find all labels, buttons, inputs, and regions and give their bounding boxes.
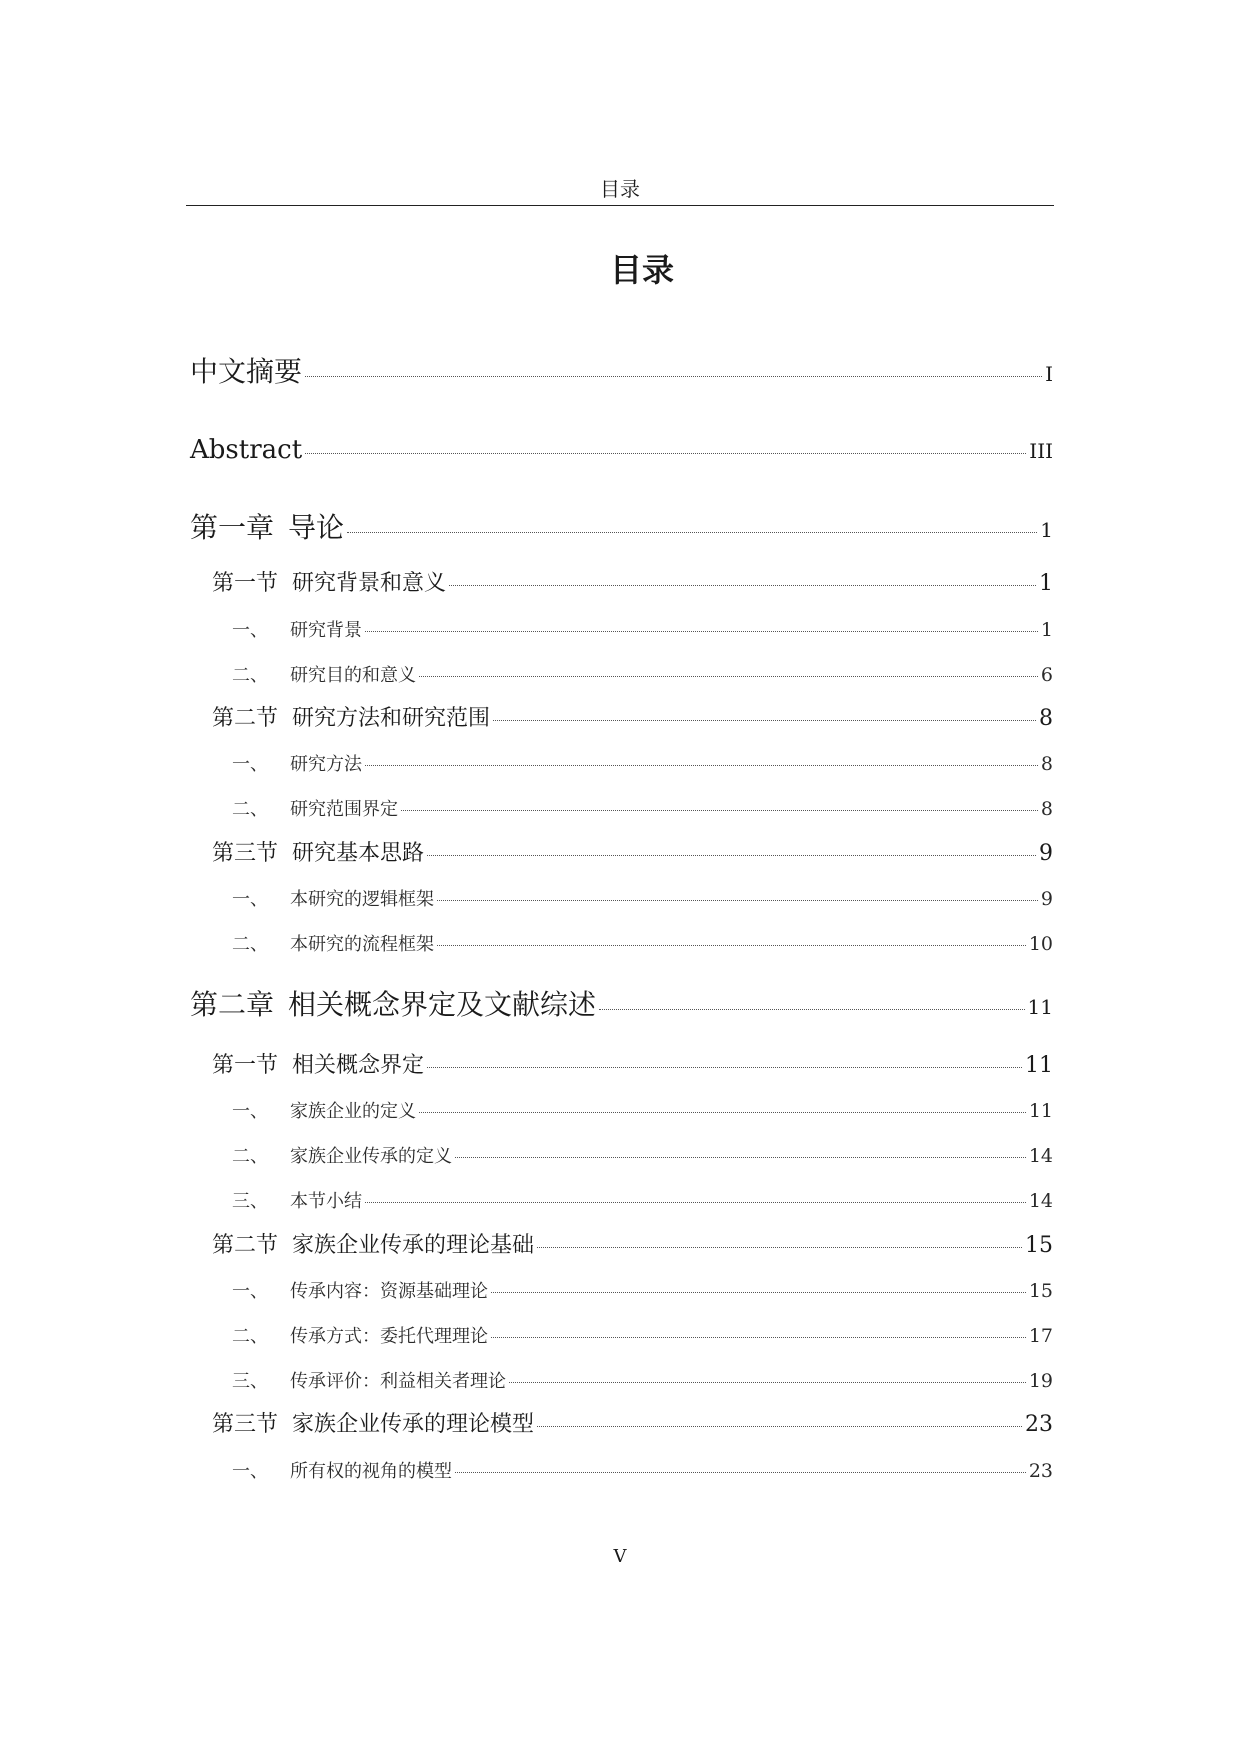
toc-entry-number: 二、 [232,665,268,686]
toc-entry-subsection[interactable] [232,1097,1053,1125]
toc-entry-section[interactable] [212,703,1053,735]
toc-entry-number: 一、 [232,889,268,910]
toc-page-number: 14 [1028,1190,1053,1212]
toc-entry-number: 二、 [232,1326,268,1347]
toc-page-number: 11 [1028,1100,1053,1122]
toc-entry-subsection[interactable] [232,750,1053,778]
toc-page-number: 15 [1028,1280,1053,1302]
toc-entry-abstract-en[interactable] [190,430,1053,470]
toc-entry-title: 传承内容：资源基础理论 [290,1281,488,1302]
toc-entry-number: 第二节 [212,706,279,731]
toc-entry-abstract-cn[interactable] [190,352,1053,392]
toc-entry-number: 第一节 [212,571,279,596]
toc-page-number: 11 [1027,995,1053,1019]
toc-leader [537,1247,1022,1248]
toc-leader [305,453,1026,454]
toc-leader [437,945,1026,946]
toc-leader [455,1472,1026,1473]
toc-entry-title: 家族企业传承的理论基础 [292,1233,535,1258]
toc-page-number: 10 [1028,933,1053,955]
toc-entry-title: 本研究的流程框架 [290,934,434,955]
toc-leader [305,376,1042,377]
toc-entry-title: 相关概念界定及文献综述 [288,988,597,1021]
toc-entry-number: 一、 [232,754,268,775]
toc-leader [491,1337,1026,1338]
toc-leader [427,855,1036,856]
toc-leader [599,1009,1025,1010]
toc-entry-number: 三、 [232,1371,268,1392]
toc-entry-number: 第一节 [212,1053,279,1078]
toc-entry-title: 传承评价：利益相关者理论 [290,1371,506,1392]
toc-page-number: 17 [1028,1325,1053,1347]
toc-entry-subsection[interactable] [232,616,1053,644]
toc-entry-number: 第三节 [212,1412,279,1437]
toc-leader [419,676,1038,677]
toc-entry-title: 家族企业传承的定义 [290,1146,452,1167]
toc-entry-number: 一、 [232,1281,268,1302]
toc-entry-title: 研究方法和研究范围 [292,706,491,731]
toc-entry-number: 二、 [232,934,268,955]
toc-entry-number: 一、 [232,620,268,641]
toc-entry-subsection[interactable] [232,1142,1053,1170]
toc-page-number: 19 [1028,1370,1053,1392]
toc-page-number: 8 [1040,798,1053,820]
toc-page-number: 1 [1039,571,1053,596]
toc-leader [449,585,1036,586]
toc-leader [365,631,1038,632]
toc-entry-title: 所有权的视角的模型 [290,1461,452,1482]
toc-entry-subsection[interactable] [232,661,1053,689]
toc-entry-subsection[interactable] [232,1277,1053,1305]
toc-entry-title: 研究基本思路 [292,841,425,866]
page-number: V [613,1546,627,1567]
running-header: 目录 [600,177,640,201]
toc-page-number: 6 [1040,664,1053,686]
toc-leader [427,1067,1022,1068]
toc-entry-section[interactable] [212,1409,1053,1441]
toc-page-number: 1 [1040,518,1053,542]
toc-entry-title: 本节小结 [290,1191,362,1212]
toc-page-number: III [1029,439,1053,463]
toc-leader [491,1292,1026,1293]
toc-page-number: 1 [1040,619,1053,641]
header-rule [186,205,1054,206]
toc-leader [401,810,1038,811]
toc-leader [365,1202,1026,1203]
toc-leader [493,720,1036,721]
toc-leader [509,1382,1026,1383]
toc-entry-subsection[interactable] [232,1367,1053,1395]
toc-page-number: 23 [1025,1412,1053,1437]
toc-entry-title: 传承方式：委托代理理论 [290,1326,488,1347]
toc-entry-section[interactable] [212,568,1053,600]
toc-entry-number: 第二章 [190,988,275,1021]
toc-page-number: 8 [1039,706,1053,731]
toc-entry-title: 中文摘要 [190,355,303,388]
toc-entry-title: 研究背景 [290,620,362,641]
toc-entry-section[interactable] [212,838,1053,870]
toc-entry-title: 研究方法 [290,754,362,775]
toc-page-number: I [1045,362,1053,386]
toc-entry-title: 导论 [288,511,345,544]
toc-entry-title: 家族企业传承的理论模型 [292,1412,535,1437]
toc-entry-subsection[interactable] [232,1457,1053,1485]
toc-entry-number: 三、 [232,1191,268,1212]
toc-entry-title: Abstract [190,435,303,465]
page-title: 目录 [609,251,674,289]
toc-entry-subsection[interactable] [232,1322,1053,1350]
toc-entry-section[interactable] [212,1050,1053,1082]
toc-page-number: 15 [1025,1233,1053,1258]
toc-leader [347,532,1037,533]
toc-entry-chapter-1[interactable] [190,508,1053,548]
toc-page-number: 11 [1025,1053,1053,1078]
toc-entry-title: 家族企业的定义 [290,1101,416,1122]
toc-leader [455,1157,1026,1158]
toc-leader [365,765,1038,766]
toc-entry-title: 研究背景和意义 [292,571,447,596]
toc-entry-subsection[interactable] [232,795,1053,823]
toc-entry-number: 第二节 [212,1233,279,1258]
toc-entry-title: 相关概念界定 [292,1053,425,1078]
toc-entry-number: 二、 [232,799,268,820]
toc-page-number: 8 [1040,753,1053,775]
toc-page-number: 14 [1028,1145,1053,1167]
toc-leader [437,900,1038,901]
toc-entry-title: 研究目的和意义 [290,665,416,686]
toc-entry-number: 二、 [232,1146,268,1167]
toc-entry-number: 一、 [232,1101,268,1122]
toc-entry-subsection[interactable] [232,885,1053,913]
toc-entry-number: 第一章 [190,511,275,544]
toc-page-number: 9 [1039,841,1053,866]
toc-entry-number: 第三节 [212,841,279,866]
toc-entry-number: 一、 [232,1461,268,1482]
toc-page-number: 23 [1028,1460,1053,1482]
toc-leader [419,1112,1026,1113]
toc-entry-section[interactable] [212,1230,1053,1262]
toc-leader [537,1426,1022,1427]
toc-entry-subsection[interactable] [232,1187,1053,1215]
toc-entry-subsection[interactable] [232,930,1053,958]
toc-entry-title: 本研究的逻辑框架 [290,889,434,910]
toc-page-number: 9 [1040,888,1053,910]
toc-entry-title: 研究范围界定 [290,799,398,820]
toc-entry-chapter-2[interactable] [190,985,1053,1025]
